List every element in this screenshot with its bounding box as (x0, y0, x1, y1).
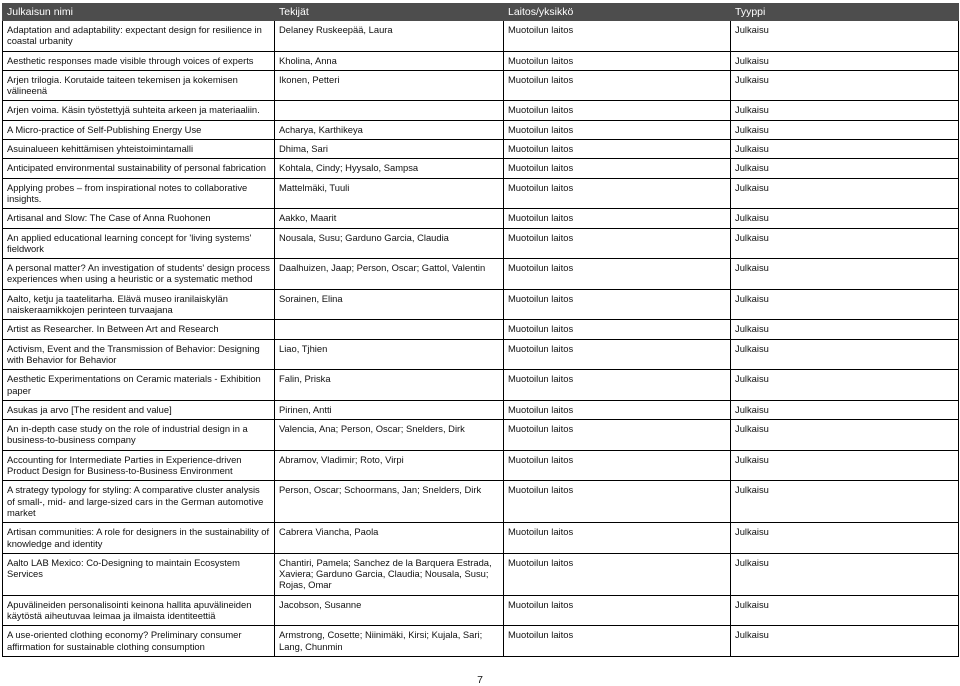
table-row (3, 370, 959, 401)
cell-type: Julkaisu (731, 209, 959, 228)
table-row (3, 159, 959, 178)
table-row (3, 626, 959, 657)
cell-authors: Aakko, Maarit (275, 209, 504, 228)
cell-unit: Muotoilun laitos (504, 420, 731, 451)
cell-unit: Muotoilun laitos (504, 228, 731, 259)
cell-type: Julkaisu (731, 289, 959, 320)
cell-unit: Muotoilun laitos (504, 339, 731, 370)
cell-title: Aalto LAB Mexico: Co-Designing to maintain Ecosystem Services (3, 553, 275, 595)
cell-authors: Delaney Ruskeepää, Laura (275, 21, 504, 52)
cell-authors: Liao, Tjhien (275, 339, 504, 370)
cell-type: Julkaisu (731, 626, 959, 657)
cell-authors: Nousala, Susu; Garduno Garcia, Claudia (275, 228, 504, 259)
cell-title: Adaptation and adaptability: expectant design for resilience in coastal urbanity (3, 21, 275, 52)
cell-type: Julkaisu (731, 228, 959, 259)
cell-title: Apuvälineiden personalisointi keinona hallita apuvälineiden käytöstä aiheutuvaa leimaa ja ilmaista identiteettiä (3, 595, 275, 626)
cell-title: An in-depth case study on the role of industrial design in a business-to-business company (3, 420, 275, 451)
cell-authors: Abramov, Vladimir; Roto, Virpi (275, 450, 504, 481)
cell-authors: Kholina, Anna (275, 51, 504, 70)
cell-type: Julkaisu (731, 339, 959, 370)
cell-title: A use-oriented clothing economy? Preliminary consumer affirmation for sustainable clothing consumption (3, 626, 275, 657)
cell-type: Julkaisu (731, 140, 959, 159)
cell-authors: Valencia, Ana; Person, Oscar; Snelders, Dirk (275, 420, 504, 451)
cell-type: Julkaisu (731, 523, 959, 554)
cell-unit: Muotoilun laitos (504, 51, 731, 70)
header-authors: Tekijät (275, 4, 504, 21)
table-row (3, 120, 959, 139)
cell-type: Julkaisu (731, 450, 959, 481)
cell-authors: Acharya, Karthikeya (275, 120, 504, 139)
table-header-row (3, 4, 959, 21)
cell-title: Asukas ja arvo [The resident and value] (3, 400, 275, 419)
cell-title: A personal matter? An investigation of students' design process experiences when using a heuristic or a systematic method (3, 259, 275, 290)
table-row (3, 450, 959, 481)
cell-type: Julkaisu (731, 120, 959, 139)
table-row (3, 209, 959, 228)
cell-unit: Muotoilun laitos (504, 595, 731, 626)
table-row (3, 400, 959, 419)
cell-authors: Cabrera Viancha, Paola (275, 523, 504, 554)
cell-title: Aesthetic responses made visible through voices of experts (3, 51, 275, 70)
table-row (3, 289, 959, 320)
table-row (3, 70, 959, 101)
cell-unit: Muotoilun laitos (504, 209, 731, 228)
header-unit: Laitos/yksikkö (504, 4, 731, 21)
cell-authors: Armstrong, Cosette; Niinimäki, Kirsi; Kujala, Sari; Lang, Chunmin (275, 626, 504, 657)
cell-authors: Pirinen, Antti (275, 400, 504, 419)
cell-title: Artisan communities: A role for designers in the sustainability of knowledge and identity (3, 523, 275, 554)
cell-type: Julkaisu (731, 70, 959, 101)
cell-type: Julkaisu (731, 159, 959, 178)
cell-unit: Muotoilun laitos (504, 140, 731, 159)
cell-unit: Muotoilun laitos (504, 101, 731, 120)
cell-unit: Muotoilun laitos (504, 450, 731, 481)
cell-title: An applied educational learning concept for 'living systems' fieldwork (3, 228, 275, 259)
cell-authors: Jacobson, Susanne (275, 595, 504, 626)
cell-authors (275, 101, 504, 120)
cell-title: Arjen voima. Käsin työstettyjä suhteita arkeen ja materiaaliin. (3, 101, 275, 120)
table-row (3, 553, 959, 595)
table-row (3, 259, 959, 290)
cell-authors: Sorainen, Elina (275, 289, 504, 320)
cell-title: Artist as Researcher. In Between Art and Research (3, 320, 275, 339)
cell-title: Activism, Event and the Transmission of Behavior: Designing with Behavior for Behavior (3, 339, 275, 370)
table-body (3, 21, 959, 657)
document-page (2, 3, 958, 657)
cell-title: Asuinalueen kehittämisen yhteistoimintamalli (3, 140, 275, 159)
table-row (3, 481, 959, 523)
cell-authors: Chantiri, Pamela; Sanchez de la Barquera Estrada, Xaviera; Garduno Garcia, Claudia; Nousala, Susu; Rojas, Omar (275, 553, 504, 595)
cell-type: Julkaisu (731, 178, 959, 209)
cell-unit: Muotoilun laitos (504, 553, 731, 595)
cell-type: Julkaisu (731, 595, 959, 626)
cell-type: Julkaisu (731, 21, 959, 52)
cell-title: A strategy typology for styling: A comparative cluster analysis of small-, mid- and large-sized cars in the German automotive market (3, 481, 275, 523)
table-row (3, 420, 959, 451)
cell-type: Julkaisu (731, 259, 959, 290)
cell-unit: Muotoilun laitos (504, 21, 731, 52)
cell-authors (275, 320, 504, 339)
cell-title: Accounting for Intermediate Parties in Experience-driven Product Design for Business-to-Business Environment (3, 450, 275, 481)
cell-authors: Falin, Priska (275, 370, 504, 401)
header-type: Tyyppi (731, 4, 959, 21)
cell-unit: Muotoilun laitos (504, 120, 731, 139)
cell-unit: Muotoilun laitos (504, 259, 731, 290)
cell-authors: Dhima, Sari (275, 140, 504, 159)
cell-unit: Muotoilun laitos (504, 481, 731, 523)
cell-type: Julkaisu (731, 553, 959, 595)
table-row (3, 51, 959, 70)
cell-type: Julkaisu (731, 370, 959, 401)
table-row (3, 21, 959, 52)
cell-title: Aalto, ketju ja taatelitarha. Elävä museo iranilaiskylän naiskeraamikkojen perinteen turvaajana (3, 289, 275, 320)
cell-type: Julkaisu (731, 481, 959, 523)
cell-title: Aesthetic Experimentations on Ceramic materials - Exhibition paper (3, 370, 275, 401)
cell-title: Anticipated environmental sustainability of personal fabrication (3, 159, 275, 178)
cell-unit: Muotoilun laitos (504, 289, 731, 320)
cell-unit: Muotoilun laitos (504, 159, 731, 178)
table-row (3, 595, 959, 626)
table-row (3, 320, 959, 339)
cell-authors: Ikonen, Petteri (275, 70, 504, 101)
cell-authors: Mattelmäki, Tuuli (275, 178, 504, 209)
cell-unit: Muotoilun laitos (504, 178, 731, 209)
cell-type: Julkaisu (731, 420, 959, 451)
cell-type: Julkaisu (731, 320, 959, 339)
table-row (3, 523, 959, 554)
cell-title: Arjen trilogia. Korutaide taiteen tekemisen ja kokemisen välineenä (3, 70, 275, 101)
cell-title: Artisanal and Slow: The Case of Anna Ruohonen (3, 209, 275, 228)
cell-title: A Micro-practice of Self-Publishing Energy Use (3, 120, 275, 139)
cell-unit: Muotoilun laitos (504, 370, 731, 401)
cell-unit: Muotoilun laitos (504, 400, 731, 419)
publications-table (2, 3, 959, 657)
cell-type: Julkaisu (731, 51, 959, 70)
cell-authors: Kohtala, Cindy; Hyysalo, Sampsa (275, 159, 504, 178)
cell-unit: Muotoilun laitos (504, 626, 731, 657)
cell-type: Julkaisu (731, 400, 959, 419)
table-row (3, 178, 959, 209)
page-number: 7 (477, 674, 483, 686)
cell-unit: Muotoilun laitos (504, 320, 731, 339)
cell-authors: Person, Oscar; Schoormans, Jan; Snelders, Dirk (275, 481, 504, 523)
cell-title: Applying probes – from inspirational notes to collaborative insights. (3, 178, 275, 209)
table-row (3, 101, 959, 120)
cell-unit: Muotoilun laitos (504, 523, 731, 554)
cell-unit: Muotoilun laitos (504, 70, 731, 101)
cell-authors: Daalhuizen, Jaap; Person, Oscar; Gattol, Valentin (275, 259, 504, 290)
table-row (3, 339, 959, 370)
header-title: Julkaisun nimi (3, 4, 275, 21)
table-row (3, 140, 959, 159)
table-row (3, 228, 959, 259)
cell-type: Julkaisu (731, 101, 959, 120)
